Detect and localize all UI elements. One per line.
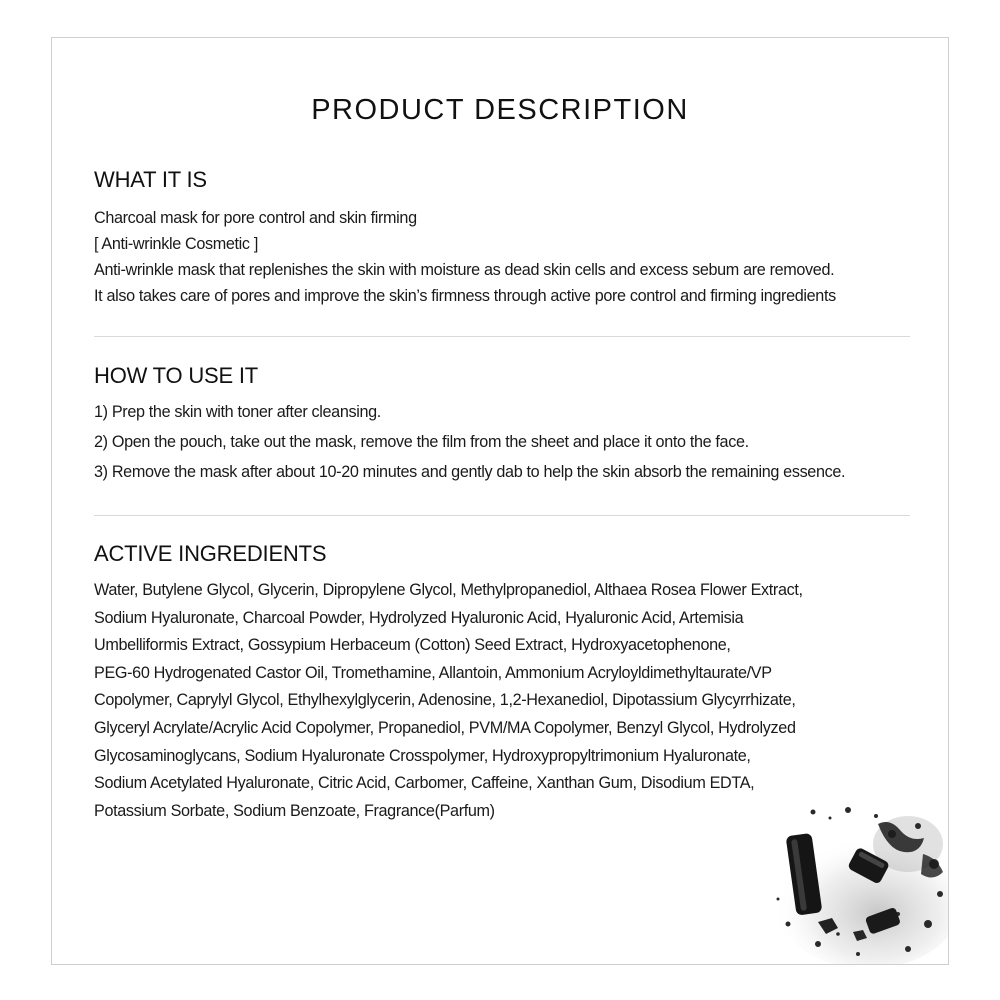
section-divider bbox=[94, 515, 910, 516]
step-item: 3) Remove the mask after about 10-20 minutes and gently dab to help the skin absorb the remaining essence. bbox=[94, 463, 846, 481]
ingredients-line: Sodium Acetylated Hyaluronate, Citric Acid, Carbomer, Caffeine, Xanthan Gum, Disodium EDTA, bbox=[94, 774, 755, 793]
what-it-is-heading: WHAT IT IS bbox=[94, 167, 207, 192]
how-to-use-steps bbox=[94, 397, 914, 487]
ingredients-line: Copolymer, Caprylyl Glycol, Ethylhexylglycerin, Adenosine, 1,2-Hexanediol, Dipotassium Glycyrrhizate, bbox=[94, 691, 796, 710]
what-it-is-line: [ Anti-wrinkle Cosmetic ] bbox=[94, 235, 258, 253]
description-card bbox=[51, 37, 949, 965]
ingredients-list bbox=[94, 577, 914, 825]
ingredients-line: Glyceryl Acrylate/Acrylic Acid Copolymer, Propanediol, PVM/MA Copolymer, Benzyl Glycol, Hydrolyzed bbox=[94, 718, 796, 737]
what-it-is-section bbox=[94, 167, 914, 309]
ingredients-line: PEG-60 Hydrogenated Castor Oil, Tromethamine, Allantoin, Ammonium Acryloyldimethyltaurate/VP bbox=[94, 663, 772, 682]
page-title: PRODUCT DESCRIPTION bbox=[311, 94, 689, 126]
ingredients-line: Umbelliformis Extract, Gossypium Herbaceum (Cotton) Seed Extract, Hydroxyacetophenone, bbox=[94, 636, 731, 655]
ingredients-line: Water, Butylene Glycol, Glycerin, Dipropylene Glycol, Methylpropanediol, Althaea Rosea Flower Extract, bbox=[94, 581, 803, 599]
active-ingredients-heading: ACTIVE INGREDIENTS bbox=[94, 541, 327, 566]
ingredients-line: Sodium Hyaluronate, Charcoal Powder, Hydrolyzed Hyaluronic Acid, Hyaluronic Acid, Artemisia bbox=[94, 608, 744, 627]
step-item: 2) Open the pouch, take out the mask, remove the film from the sheet and place it onto the face. bbox=[94, 433, 749, 451]
how-to-use-heading: HOW TO USE IT bbox=[94, 363, 259, 388]
section-divider bbox=[94, 336, 910, 337]
what-it-is-line: Anti-wrinkle mask that replenishes the skin with moisture as dead skin cells and excess sebum are removed. bbox=[94, 261, 835, 279]
what-it-is-text bbox=[94, 205, 914, 309]
ingredients-line: Glycosaminoglycans, Sodium Hyaluronate Crosspolymer, Hydroxypropyltrimonium Hyaluronate, bbox=[94, 746, 751, 765]
how-to-use-section bbox=[94, 363, 914, 487]
what-it-is-line: It also takes care of pores and improve the skin’s firmness through active pore control and firming ingredients bbox=[94, 287, 836, 305]
charcoal-decoration-image bbox=[758, 804, 948, 964]
what-it-is-line: Charcoal mask for pore control and skin firming bbox=[94, 209, 417, 227]
step-item: 1) Prep the skin with toner after cleansing. bbox=[94, 403, 381, 421]
ingredients-line: Potassium Sorbate, Sodium Benzoate, Fragrance(Parfum) bbox=[94, 801, 495, 820]
active-ingredients-section bbox=[94, 541, 914, 825]
